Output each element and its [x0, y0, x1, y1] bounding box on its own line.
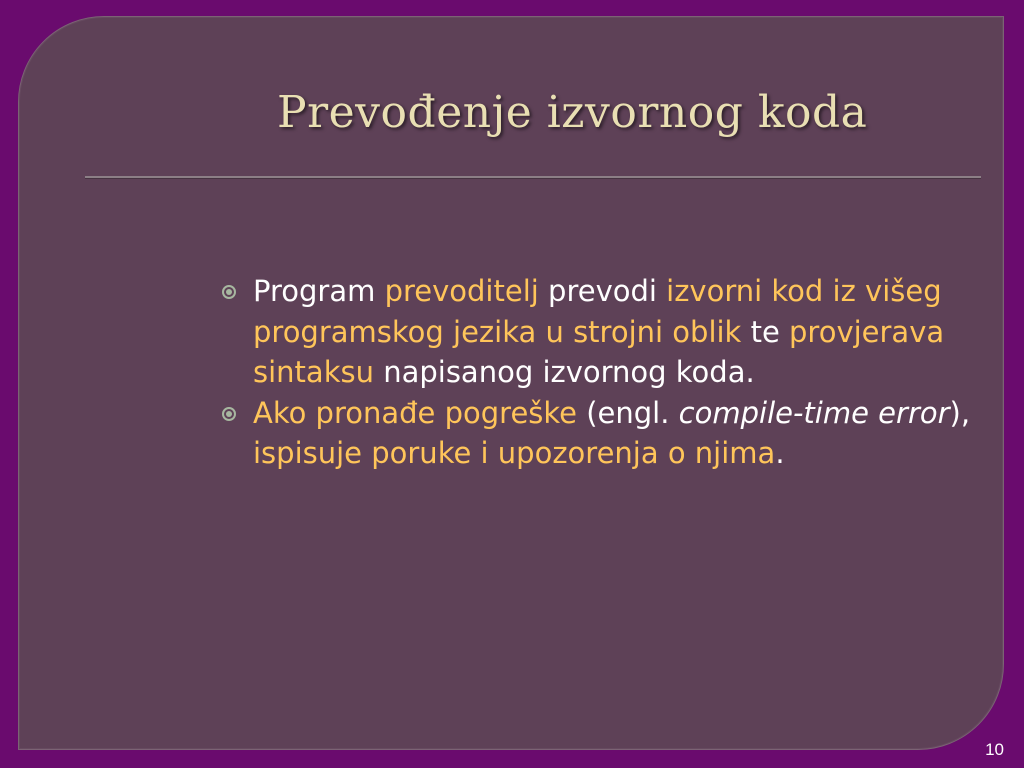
bullet-text-segment: Program	[253, 274, 385, 308]
bullet-list	[219, 271, 989, 474]
bullet-text-highlight: provjerava sintaksu	[253, 314, 945, 389]
bullet-item	[219, 271, 989, 393]
bullet-text-highlight: prevoditelj	[384, 274, 539, 308]
circle-dot-bullet-icon	[222, 407, 236, 421]
bullet-text-segment: te	[741, 314, 790, 349]
title-divider	[85, 176, 981, 179]
bullet-text-highlight: izvorni kod iz višeg programskog jezika u strojni oblik	[253, 274, 942, 349]
slide-number: 10	[985, 740, 1004, 759]
bullet-text-segment: napisanog izvornog koda.	[373, 355, 755, 389]
bullet-item	[219, 393, 989, 474]
bullet-text-segment: (engl.	[577, 395, 679, 430]
bullet-text-highlight: ispisuje poruke i upozorenja o njima	[253, 436, 776, 470]
bullet-text-highlight: Ako pronađe pogreške	[253, 395, 578, 430]
bullet-text-segment: ),	[949, 395, 971, 430]
circle-dot-bullet-icon	[222, 285, 236, 299]
bullet-text-italic: compile-time error	[678, 395, 950, 430]
bullet-text-segment: .	[775, 436, 785, 470]
slide-title: Prevođenje izvornog koda	[277, 87, 868, 138]
bullet-text-segment: prevodi	[538, 274, 667, 308]
slide-panel	[18, 16, 1004, 750]
